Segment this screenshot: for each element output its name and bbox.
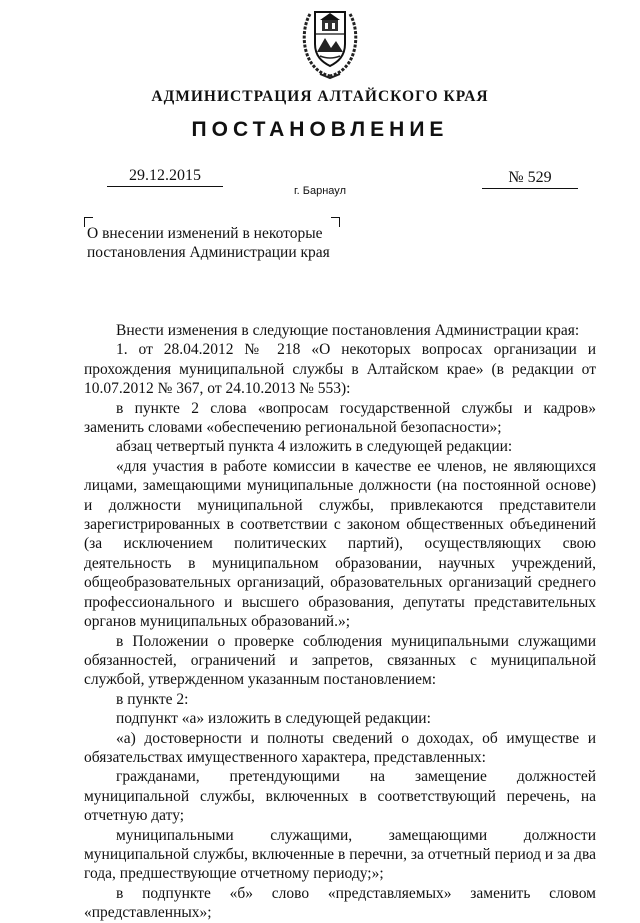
subject-line-2: постановления Администрации края <box>87 244 330 261</box>
body-paragraph: 1. от 28.04.2012 № 218 «О некоторых вопросах организации и прохождения муниципальной службы в Алтайском крае» (в редакции от 10.07.2012 № 367, от 24.10.2013 № 553): <box>84 341 596 398</box>
document-subject <box>87 224 347 262</box>
body-paragraph: «для участия в работе комиссии в качестве ее членов, не являющихся лицами, замещающими муниципальные должности (на постоянной основе) и должности муниципальной службы, привлекаются представители зарегистрированных в соответствии с законом общественных объединений (за исключением политических партий), осуществляющих свою деятельность в муниципальном образовании, научных учреждений, общеобразовательных организаций, образовательных организаций среднего профессионального и высшего образования, депутаты представительных органов муниципальных образований.»; <box>84 457 596 631</box>
organization-title: АДМИНИСТРАЦИЯ АЛТАЙСКОГО КРАЯ <box>151 88 489 105</box>
body-paragraph: муниципальными служащими, замещающими должности муниципальной службы, включенные в перечни, за отчетный период и за два года, предшествующие отчетному периоду;»; <box>84 826 596 883</box>
body-paragraph: Внести изменения в следующие постановления Администрации края: <box>116 322 580 339</box>
coat-of-arms-icon <box>298 4 362 80</box>
body-paragraph: подпункт «а» изложить в следующей редакции: <box>116 710 431 728</box>
subject-line-1: О внесении изменений в некоторые <box>87 225 323 242</box>
body-paragraph: «а) достоверности и полноты сведений о доходах, об имуществе и обязательствах имущественного характера, представленных: <box>84 729 596 766</box>
body-paragraph: в пункте 2 слова «вопросам государственной службы и кадров» заменить словами «обеспечению региональной безопасности»; <box>84 399 596 437</box>
body-paragraph: абзац четвертый пункта 4 изложить в следующей редакции: <box>116 438 513 456</box>
city-label: г. Барнаул <box>294 185 346 197</box>
body-paragraph: гражданами, претендующими на замещение должностей муниципальной службы, включенных в соответствующий перечень, на отчетную дату; <box>84 768 596 825</box>
document-number: № 529 <box>508 169 552 186</box>
body-paragraph: в подпункте «б» слово «представляемых» заменить словом «представленных»; <box>84 884 596 922</box>
body-paragraph: в пункте 2: <box>116 690 189 708</box>
document-type-title: ПОСТАНОВЛЕНИЕ <box>191 118 449 141</box>
document-date: 29.12.2015 <box>129 167 201 184</box>
document-body <box>84 321 596 923</box>
body-paragraph: в Положении о проверке соблюдения муниципальными служащими обязанностей, ограничений и запретов, связанных с муниципальной службой, утвержденном указанным постановлением: <box>84 632 596 689</box>
